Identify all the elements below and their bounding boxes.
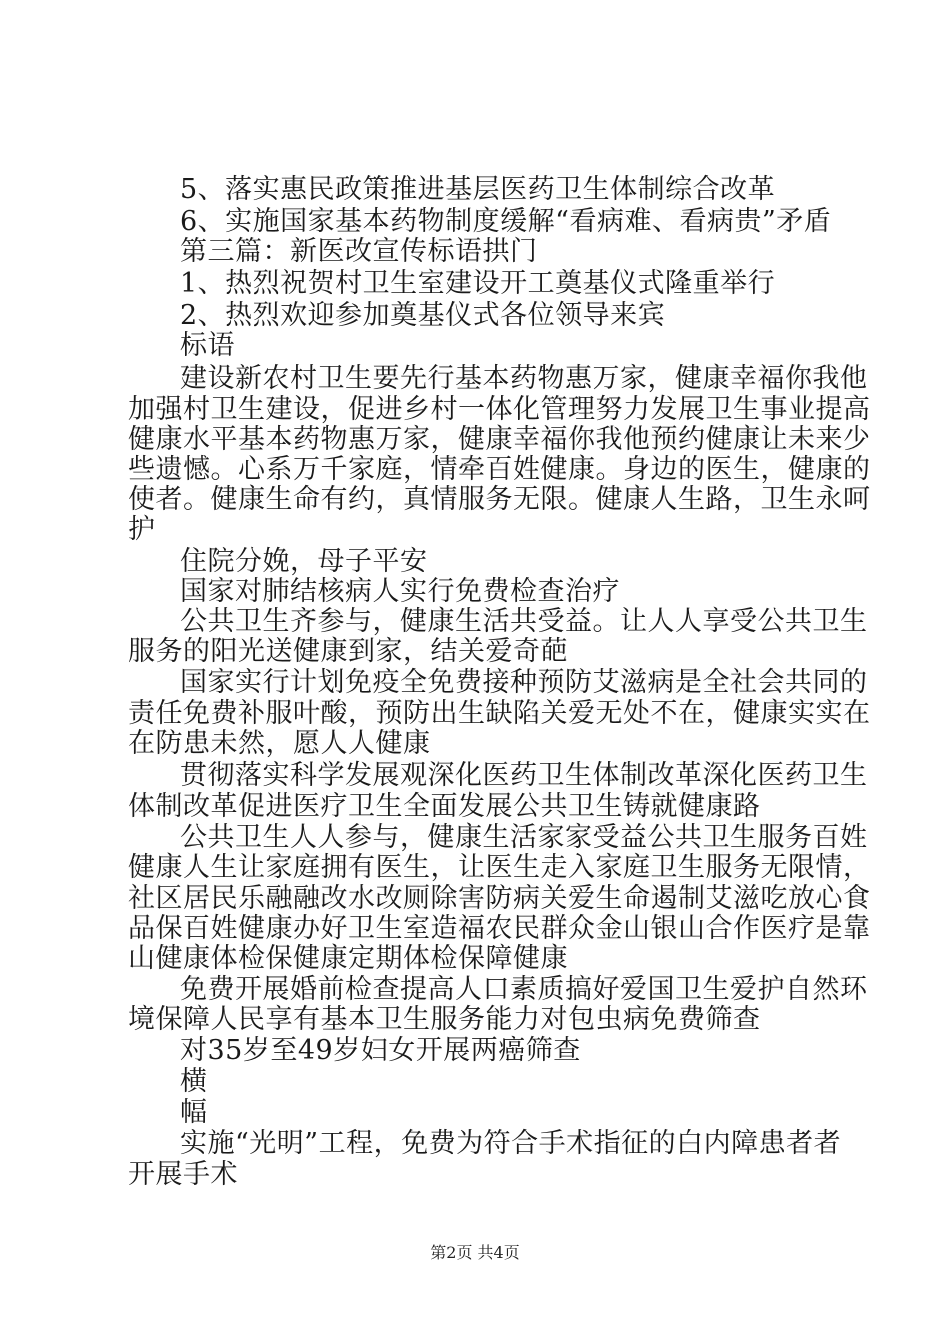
text-line: 2、热烈欢迎参加奠基仪式各位领导来宾 [180,300,666,331]
paragraph-line: 山健康体检保健康定期体检保障健康 [128,943,568,974]
sub-heading: 标语 [180,330,235,361]
paragraph-line: 责任免费补服叶酸，预防出生缺陷关爱无处不在，健康实实在 [128,698,871,729]
paragraph-line: 健康人生让家庭拥有医生，让医生走入家庭卫生服务无限情， [128,852,871,883]
page-footer: 第2页 共4页 [430,1243,520,1262]
paragraph-line: 国家实行计划免疫全免费接种预防艾滋病是全社会共同的 [180,667,868,698]
paragraph-line: 加强村卫生建设，促进乡村一体化管理努力发展卫生事业提高 [128,394,871,425]
paragraph-line: 贯彻落实科学发展观深化医药卫生体制改革深化医药卫生 [180,760,868,791]
paragraph-line: 健康水平基本药物惠万家，健康幸福你我他预约健康让未来少 [128,424,871,455]
paragraph-line: 使者。健康生命有约，真情服务无限。健康人生路，卫生永呵 [128,484,871,515]
text-line: 5、落实惠民政策推进基层医药卫生体制综合改革 [180,174,776,205]
paragraph-line: 开展手术 [128,1159,238,1190]
paragraph-line: 社区居民乐融融改水改厕除害防病关爱生命遏制艾滋吃放心食 [128,883,871,914]
paragraph-line: 公共卫生齐参与，健康生活共受益。让人人享受公共卫生 [180,606,868,637]
paragraph-line: 实施“光明”工程，免费为符合手术指征的白内障患者者 [180,1128,842,1159]
paragraph-line: 对35岁至49岁妇女开展两癌筛查 [180,1035,581,1066]
section-heading: 第三篇：新医改宣传标语拱门 [180,236,538,267]
paragraph-line: 住院分娩，母子平安 [180,546,428,577]
paragraph-line: 建设新农村卫生要先行基本药物惠万家，健康幸福你我他 [180,363,868,394]
paragraph-line: 公共卫生人人参与，健康生活家家受益公共卫生服务百姓 [180,822,868,853]
paragraph-line: 护 [128,514,156,545]
sub-heading: 幅 [180,1097,208,1128]
paragraph-line: 在防患未然，愿人人健康 [128,728,431,759]
paragraph-line: 体制改革促进医疗卫生全面发展公共卫生铸就健康路 [128,791,761,822]
paragraph-line: 国家对肺结核病人实行免费检查治疗 [180,576,620,607]
paragraph-line: 些遗憾。心系万千家庭，情牵百姓健康。身边的医生，健康的 [128,454,871,485]
paragraph-line: 品保百姓健康办好卫生室造福农民群众金山银山合作医疗是靠 [128,913,871,944]
sub-heading: 横 [180,1066,208,1097]
text-line: 6、实施国家基本药物制度缓解“看病难、看病贵”矛盾 [180,206,832,237]
paragraph-line: 境保障人民享有基本卫生服务能力对包虫病免费筛查 [128,1004,761,1035]
paragraph-line: 服务的阳光送健康到家，结关爱奇葩 [128,636,568,667]
paragraph-line: 免费开展婚前检查提高人口素质搞好爱国卫生爱护自然环 [180,974,868,1005]
text-line: 1、热烈祝贺村卫生室建设开工奠基仪式隆重举行 [180,268,776,299]
